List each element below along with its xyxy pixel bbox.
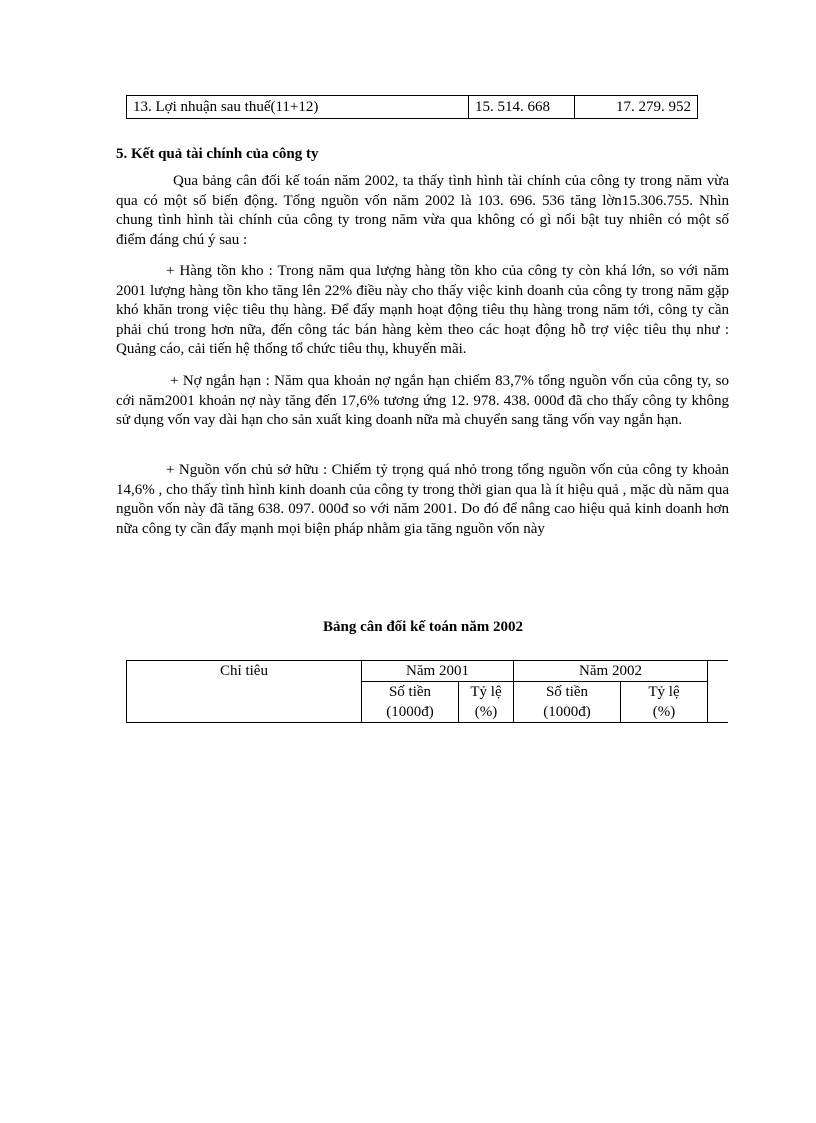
rate-2002-header xyxy=(621,682,708,723)
inventory-paragraph: + Hàng tồn kho : Trong năm qua lượng hàng tồn kho của công ty còn khá lớn, so với năm 2001 lượng hàng tồn kho tăng lên 22% điều này cho thấy việc kinh doanh của công ty trong năm gặp khó khăn trong việc tiêu thụ hàng. Để đẩy mạnh hoạt động tiêu thụ hàng trong năm tới, công ty cần phải chú trong hơn nữa, đến công tác bán hàng kèm theo các hoạt động hỗ trợ việc tiêu thụ như : Quảng cáo, cải tiến hệ thống tổ chức tiêu thụ, khuyến mãi. xyxy=(116,263,729,358)
rate-label: Tỷ lệ xyxy=(470,684,502,700)
amount-unit: (1000đ) xyxy=(543,704,591,720)
short-term-debt-paragraph: + Nợ ngắn hạn : Năm qua khoản nợ ngắn hạn chiếm 83,7% tổng nguồn vốn của công ty, so cới năm2001 khoản nợ này tăng đến 17,6% tương ứng 12. 978. 438. 000đ đã cho thấy công ty không sử dụng vốn vay dài hạn cho sản xuất king doanh nữa mà chuyển sang tăng vốn vay ngắn hạn. xyxy=(116,373,729,429)
amount-2001-header xyxy=(362,682,459,723)
rate-unit: (%) xyxy=(652,704,676,720)
value-2001: 15. 514. 668 xyxy=(469,96,575,119)
rate-unit: (%) xyxy=(474,704,498,720)
table-row xyxy=(127,96,698,119)
year-2001-header: Năm 2001 xyxy=(362,661,514,682)
equity-paragraph: + Nguồn vốn chủ sở hữu : Chiếm tỷ trọng quá nhỏ trong tổng nguồn vốn của công ty khoản 14,6% , cho thấy tình hình kinh doanh của công ty trong thời gian qua là ít hiệu quả , mặc dù năm qua nguồn vốn này đã tăng 638. 097. 000đ so với năm 2001. Do đó để nâng cao hiệu quả kinh doanh hơn nữa công ty cần đẩy mạnh mọi biện pháp nhằm gia tăng nguồn vốn này xyxy=(116,462,729,537)
rate-2001-header xyxy=(459,682,514,723)
section-heading: 5. Kết quả tài chính của công ty xyxy=(116,146,319,162)
extra-column xyxy=(708,661,729,723)
row-label: 13. Lợi nhuận sau thuế(11+12) xyxy=(127,96,469,119)
amount-unit: (1000đ) xyxy=(386,704,434,720)
year-2002-header: Năm 2002 xyxy=(514,661,708,682)
profit-table xyxy=(126,95,698,119)
table-row xyxy=(127,661,729,682)
value-2002: 17. 279. 952 xyxy=(575,96,698,119)
amount-label: Số tiền xyxy=(545,684,589,700)
amount-label: Số tiền xyxy=(388,684,432,700)
table-title: Bảng cân đối kế toán năm 2002 xyxy=(322,619,524,635)
rate-label: Tỷ lệ xyxy=(648,684,680,700)
balance-sheet-table xyxy=(126,660,728,723)
intro-paragraph: Qua bảng cân đối kế toán năm 2002, ta thấy tình hình tài chính của công ty trong năm vừa qua có một số biến động. Tổng nguồn vốn năm 2002 là 103. 696. 536 tăng lờn15.306.755. Nhìn chung tình hình tài chính của công ty trong năm vừa qua không có gì nổi bật tuy nhiên có một số điểm đáng chú ý sau : xyxy=(116,173,729,248)
indicator-header: Chỉ tiêu xyxy=(127,661,362,723)
amount-2002-header xyxy=(514,682,621,723)
